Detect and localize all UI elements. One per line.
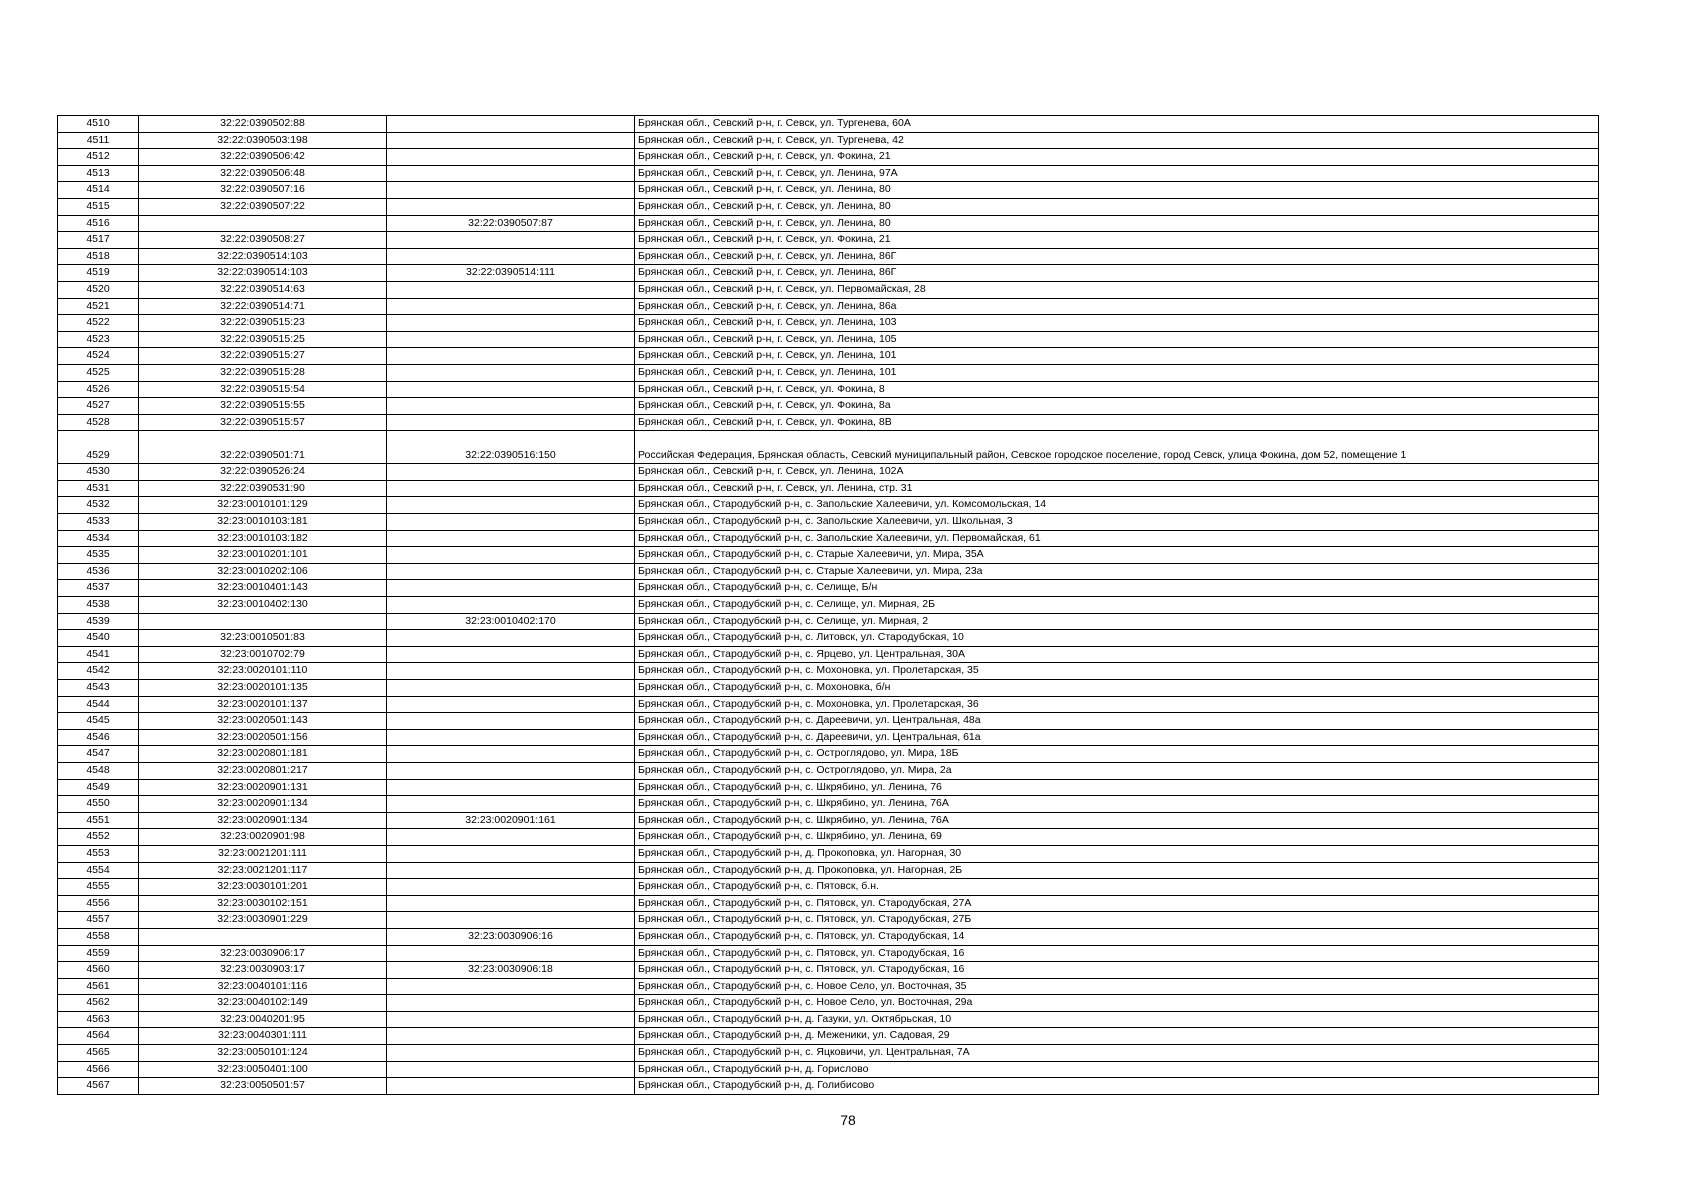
cadastral-number-cell: 32:23:0020901:131 (139, 779, 387, 796)
table-row (58, 198, 1599, 215)
address-cell: Брянская обл., Стародубский р-н, д. Газуки, ул. Октябрьская, 10 (635, 1011, 1599, 1028)
related-cadastral-number-cell (387, 646, 635, 663)
related-cadastral-number-cell (387, 464, 635, 481)
property-table (57, 115, 1599, 1095)
cadastral-number-cell (139, 928, 387, 945)
related-cadastral-number-cell (387, 796, 635, 813)
cadastral-number-cell: 32:22:0390507:16 (139, 182, 387, 199)
row-number-cell: 4533 (58, 514, 139, 531)
address-cell: Брянская обл., Стародубский р-н, с. Дареевичи, ул. Центральная, 61а (635, 729, 1599, 746)
address-cell: Брянская обл., Стародубский р-н, с. Остроглядово, ул. Мира, 2а (635, 762, 1599, 779)
address-cell: Брянская обл., Стародубский р-н, с. Мохоновка, ул. Пролетарская, 35 (635, 663, 1599, 680)
related-cadastral-number-cell (387, 845, 635, 862)
address-cell: Брянская обл., Стародубский р-н, д. Прокоповка, ул. Нагорная, 2Б (635, 862, 1599, 879)
cadastral-number-cell: 32:23:0020501:143 (139, 713, 387, 730)
row-number-cell: 4548 (58, 762, 139, 779)
related-cadastral-number-cell (387, 563, 635, 580)
related-cadastral-number-cell (387, 696, 635, 713)
related-cadastral-number-cell (387, 713, 635, 730)
cadastral-number-cell: 32:22:0390531:90 (139, 480, 387, 497)
related-cadastral-number-cell: 32:23:0020901:161 (387, 812, 635, 829)
row-number-cell: 4559 (58, 945, 139, 962)
table-row (58, 1061, 1599, 1078)
address-cell: Брянская обл., Севский р-н, г. Севск, ул. Тургенева, 42 (635, 132, 1599, 149)
page-number: 78 (840, 1112, 856, 1128)
table-row (58, 497, 1599, 514)
address-cell: Брянская обл., Стародубский р-н, с. Дареевичи, ул. Центральная, 48а (635, 713, 1599, 730)
related-cadastral-number-cell (387, 779, 635, 796)
related-cadastral-number-cell (387, 364, 635, 381)
cadastral-number-cell: 32:23:0010103:181 (139, 514, 387, 531)
address-cell: Брянская обл., Стародубский р-н, с. Пятовск, ул. Стародубская, 27А (635, 895, 1599, 912)
row-number-cell: 4552 (58, 829, 139, 846)
cadastral-number-cell: 32:22:0390515:25 (139, 331, 387, 348)
related-cadastral-number-cell (387, 182, 635, 199)
row-number-cell: 4566 (58, 1061, 139, 1078)
address-cell: Брянская обл., Стародубский р-н, с. Запольские Халеевичи, ул. Комсомольская, 14 (635, 497, 1599, 514)
cadastral-number-cell: 32:22:0390514:71 (139, 298, 387, 315)
related-cadastral-number-cell (387, 497, 635, 514)
related-cadastral-number-cell (387, 1028, 635, 1045)
row-number-cell: 4523 (58, 331, 139, 348)
cadastral-number-cell: 32:22:0390503:198 (139, 132, 387, 149)
row-number-cell: 4531 (58, 480, 139, 497)
property-table-body (58, 116, 1599, 1095)
row-number-cell: 4522 (58, 315, 139, 332)
related-cadastral-number-cell (387, 945, 635, 962)
row-number-cell: 4565 (58, 1045, 139, 1062)
row-number-cell: 4520 (58, 281, 139, 298)
related-cadastral-number-cell (387, 895, 635, 912)
address-cell: Брянская обл., Стародубский р-н, с. Пятовск, ул. Стародубская, 16 (635, 962, 1599, 979)
address-cell: Брянская обл., Севский р-н, г. Севск, ул. Фокина, 8В (635, 414, 1599, 431)
related-cadastral-number-cell (387, 862, 635, 879)
cadastral-number-cell: 32:23:0010201:101 (139, 547, 387, 564)
row-number-cell: 4514 (58, 182, 139, 199)
address-cell: Брянская обл., Стародубский р-н, с. Старые Халеевичи, ул. Мира, 35А (635, 547, 1599, 564)
address-cell: Брянская обл., Стародубский р-н, с. Новое Село, ул. Восточная, 35 (635, 978, 1599, 995)
table-row (58, 845, 1599, 862)
table-row (58, 547, 1599, 564)
address-cell: Брянская обл., Стародубский р-н, с. Ярцево, ул. Центральная, 30А (635, 646, 1599, 663)
cadastral-number-cell: 32:23:0010501:83 (139, 630, 387, 647)
row-number-cell: 4527 (58, 398, 139, 415)
row-number-cell: 4562 (58, 995, 139, 1012)
row-number-cell: 4549 (58, 779, 139, 796)
cadastral-number-cell: 32:22:0390506:48 (139, 165, 387, 182)
address-cell: Брянская обл., Стародубский р-н, д. Прокоповка, ул. Нагорная, 30 (635, 845, 1599, 862)
address-cell: Брянская обл., Стародубский р-н, с. Мохоновка, б/н (635, 680, 1599, 697)
cadastral-number-cell: 32:23:0040301:111 (139, 1028, 387, 1045)
address-cell: Брянская обл., Севский р-н, г. Севск, ул. Ленина, стр. 31 (635, 480, 1599, 497)
table-row (58, 630, 1599, 647)
table-row (58, 116, 1599, 133)
related-cadastral-number-cell: 32:22:0390514:111 (387, 265, 635, 282)
table-row (58, 149, 1599, 166)
row-number-cell: 4542 (58, 663, 139, 680)
table-row (58, 580, 1599, 597)
row-number-cell: 4529 (58, 431, 139, 464)
table-row (58, 779, 1599, 796)
cadastral-number-cell: 32:22:0390508:27 (139, 232, 387, 249)
cadastral-number-cell: 32:23:0050501:57 (139, 1078, 387, 1095)
cadastral-number-cell (139, 215, 387, 232)
cadastral-number-cell: 32:23:0010101:129 (139, 497, 387, 514)
related-cadastral-number-cell (387, 248, 635, 265)
address-cell: Брянская обл., Севский р-н, г. Севск, ул. Ленина, 80 (635, 198, 1599, 215)
row-number-cell: 4516 (58, 215, 139, 232)
table-row (58, 1078, 1599, 1095)
row-number-cell: 4510 (58, 116, 139, 133)
related-cadastral-number-cell (387, 348, 635, 365)
address-cell: Брянская обл., Севский р-н, г. Севск, ул. Первомайская, 28 (635, 281, 1599, 298)
address-cell: Брянская обл., Севский р-н, г. Севск, ул. Ленина, 86Г (635, 248, 1599, 265)
table-row (58, 879, 1599, 896)
table-row (58, 281, 1599, 298)
row-number-cell: 4558 (58, 928, 139, 945)
table-row (58, 431, 1599, 464)
related-cadastral-number-cell: 32:22:0390516:150 (387, 431, 635, 464)
related-cadastral-number-cell (387, 1011, 635, 1028)
table-row (58, 829, 1599, 846)
related-cadastral-number-cell (387, 829, 635, 846)
address-cell: Брянская обл., Севский р-н, г. Севск, ул. Ленина, 80 (635, 215, 1599, 232)
address-cell: Брянская обл., Стародубский р-н, с. Запольские Халеевичи, ул. Школьная, 3 (635, 514, 1599, 531)
cadastral-number-cell: 32:23:0010402:130 (139, 597, 387, 614)
cadastral-number-cell: 32:23:0030102:151 (139, 895, 387, 912)
related-cadastral-number-cell (387, 298, 635, 315)
address-cell: Брянская обл., Стародубский р-н, с. Селище, ул. Мирная, 2 (635, 613, 1599, 630)
row-number-cell: 4563 (58, 1011, 139, 1028)
table-row (58, 1011, 1599, 1028)
related-cadastral-number-cell (387, 663, 635, 680)
table-row (58, 746, 1599, 763)
row-number-cell: 4553 (58, 845, 139, 862)
cadastral-number-cell: 32:23:0030906:17 (139, 945, 387, 962)
related-cadastral-number-cell (387, 116, 635, 133)
cadastral-number-cell: 32:23:0040101:116 (139, 978, 387, 995)
address-cell: Брянская обл., Стародубский р-н, с. Пятовск, ул. Стародубская, 16 (635, 945, 1599, 962)
cadastral-number-cell: 32:22:0390515:55 (139, 398, 387, 415)
address-cell: Брянская обл., Севский р-н, г. Севск, ул. Ленина, 80 (635, 182, 1599, 199)
table-row (58, 215, 1599, 232)
table-row (58, 729, 1599, 746)
table-row (58, 680, 1599, 697)
related-cadastral-number-cell (387, 165, 635, 182)
cadastral-number-cell: 32:23:0010103:182 (139, 530, 387, 547)
related-cadastral-number-cell (387, 480, 635, 497)
address-cell: Брянская обл., Стародубский р-н, д. Голибисово (635, 1078, 1599, 1095)
address-cell: Брянская обл., Стародубский р-н, с. Мохоновка, ул. Пролетарская, 36 (635, 696, 1599, 713)
related-cadastral-number-cell (387, 331, 635, 348)
cadastral-number-cell: 32:22:0390506:42 (139, 149, 387, 166)
row-number-cell: 4545 (58, 713, 139, 730)
table-row (58, 248, 1599, 265)
related-cadastral-number-cell (387, 530, 635, 547)
table-row (58, 165, 1599, 182)
address-cell: Брянская обл., Стародубский р-н, с. Старые Халеевичи, ул. Мира, 23а (635, 563, 1599, 580)
row-number-cell: 4518 (58, 248, 139, 265)
row-number-cell: 4539 (58, 613, 139, 630)
related-cadastral-number-cell (387, 729, 635, 746)
cadastral-number-cell: 32:23:0040102:149 (139, 995, 387, 1012)
related-cadastral-number-cell (387, 398, 635, 415)
row-number-cell: 4555 (58, 879, 139, 896)
row-number-cell: 4524 (58, 348, 139, 365)
row-number-cell: 4535 (58, 547, 139, 564)
address-cell: Брянская обл., Севский р-н, г. Севск, ул. Ленина, 103 (635, 315, 1599, 332)
table-row (58, 646, 1599, 663)
table-row (58, 298, 1599, 315)
related-cadastral-number-cell (387, 281, 635, 298)
cadastral-number-cell: 32:22:0390515:23 (139, 315, 387, 332)
table-row (58, 414, 1599, 431)
row-number-cell: 4541 (58, 646, 139, 663)
table-row (58, 895, 1599, 912)
related-cadastral-number-cell (387, 414, 635, 431)
table-row (58, 995, 1599, 1012)
related-cadastral-number-cell (387, 1061, 635, 1078)
row-number-cell: 4567 (58, 1078, 139, 1095)
address-cell: Брянская обл., Севский р-н, г. Севск, ул. Ленина, 86а (635, 298, 1599, 315)
cadastral-number-cell: 32:22:0390515:28 (139, 364, 387, 381)
related-cadastral-number-cell (387, 978, 635, 995)
row-number-cell: 4521 (58, 298, 139, 315)
table-row (58, 945, 1599, 962)
row-number-cell: 4536 (58, 563, 139, 580)
address-cell: Брянская обл., Стародубский р-н, с. Пятовск, б.н. (635, 879, 1599, 896)
table-row (58, 232, 1599, 249)
cadastral-number-cell: 32:23:0020901:98 (139, 829, 387, 846)
row-number-cell: 4526 (58, 381, 139, 398)
row-number-cell: 4534 (58, 530, 139, 547)
table-row (58, 812, 1599, 829)
row-number-cell: 4525 (58, 364, 139, 381)
row-number-cell: 4532 (58, 497, 139, 514)
cadastral-number-cell: 32:23:0021201:111 (139, 845, 387, 862)
table-row (58, 613, 1599, 630)
cadastral-number-cell: 32:23:0040201:95 (139, 1011, 387, 1028)
related-cadastral-number-cell (387, 762, 635, 779)
row-number-cell: 4528 (58, 414, 139, 431)
cadastral-number-cell: 32:23:0030101:201 (139, 879, 387, 896)
related-cadastral-number-cell (387, 680, 635, 697)
cadastral-number-cell: 32:23:0010202:106 (139, 563, 387, 580)
cadastral-number-cell: 32:23:0030901:229 (139, 912, 387, 929)
table-row (58, 978, 1599, 995)
table-row (58, 530, 1599, 547)
related-cadastral-number-cell (387, 1078, 635, 1095)
cadastral-number-cell: 32:22:0390514:103 (139, 265, 387, 282)
row-number-cell: 4544 (58, 696, 139, 713)
row-number-cell: 4530 (58, 464, 139, 481)
address-cell: Брянская обл., Севский р-н, г. Севск, ул. Ленина, 101 (635, 364, 1599, 381)
table-row (58, 398, 1599, 415)
cadastral-number-cell: 32:23:0020901:134 (139, 812, 387, 829)
cadastral-number-cell: 32:23:0020101:135 (139, 680, 387, 697)
cadastral-number-cell: 32:22:0390501:71 (139, 431, 387, 464)
cadastral-number-cell: 32:22:0390507:22 (139, 198, 387, 215)
row-number-cell: 4543 (58, 680, 139, 697)
cadastral-number-cell: 32:23:0050101:124 (139, 1045, 387, 1062)
related-cadastral-number-cell: 32:23:0030906:16 (387, 928, 635, 945)
row-number-cell: 4517 (58, 232, 139, 249)
table-row (58, 796, 1599, 813)
table-row (58, 364, 1599, 381)
table-row (58, 348, 1599, 365)
related-cadastral-number-cell (387, 547, 635, 564)
row-number-cell: 4561 (58, 978, 139, 995)
table-row (58, 696, 1599, 713)
related-cadastral-number-cell (387, 879, 635, 896)
address-cell: Брянская обл., Севский р-н, г. Севск, ул. Фокина, 8 (635, 381, 1599, 398)
address-cell: Брянская обл., Стародубский р-н, с. Шкрябино, ул. Ленина, 76 (635, 779, 1599, 796)
row-number-cell: 4513 (58, 165, 139, 182)
related-cadastral-number-cell (387, 132, 635, 149)
address-cell: Брянская обл., Стародубский р-н, с. Шкрябино, ул. Ленина, 76А (635, 812, 1599, 829)
table-row (58, 962, 1599, 979)
cadastral-number-cell: 32:23:0020101:137 (139, 696, 387, 713)
related-cadastral-number-cell (387, 746, 635, 763)
cadastral-number-cell: 32:23:0020901:134 (139, 796, 387, 813)
address-cell: Брянская обл., Стародубский р-н, с. Запольские Халеевичи, ул. Первомайская, 61 (635, 530, 1599, 547)
address-cell: Брянская обл., Севский р-н, г. Севск, ул. Ленина, 97А (635, 165, 1599, 182)
table-row (58, 713, 1599, 730)
address-cell: Брянская обл., Севский р-н, г. Севск, ул. Тургенева, 60А (635, 116, 1599, 133)
address-cell: Брянская обл., Стародубский р-н, с. Литовск, ул. Стародубская, 10 (635, 630, 1599, 647)
related-cadastral-number-cell (387, 1045, 635, 1062)
address-cell: Брянская обл., Севский р-н, г. Севск, ул. Ленина, 105 (635, 331, 1599, 348)
address-cell: Российская Федерация, Брянская область, Севский муниципальный район, Севское городское поселение, город Севск, улица Фокина, дом 52, помещение 1 (635, 431, 1599, 464)
address-cell: Брянская обл., Севский р-н, г. Севск, ул. Фокина, 8а (635, 398, 1599, 415)
row-number-cell: 4538 (58, 597, 139, 614)
address-cell: Брянская обл., Стародубский р-н, с. Шкрябино, ул. Ленина, 76А (635, 796, 1599, 813)
cadastral-number-cell: 32:22:0390502:88 (139, 116, 387, 133)
address-cell: Брянская обл., Стародубский р-н, с. Шкрябино, ул. Ленина, 69 (635, 829, 1599, 846)
table-row (58, 912, 1599, 929)
table-row (58, 597, 1599, 614)
related-cadastral-number-cell (387, 580, 635, 597)
table-row (58, 1045, 1599, 1062)
address-cell: Брянская обл., Стародубский р-н, д. Горислово (635, 1061, 1599, 1078)
table-row (58, 331, 1599, 348)
cadastral-number-cell: 32:22:0390514:103 (139, 248, 387, 265)
table-row (58, 663, 1599, 680)
address-cell: Брянская обл., Севский р-н, г. Севск, ул. Ленина, 101 (635, 348, 1599, 365)
related-cadastral-number-cell (387, 912, 635, 929)
table-row (58, 381, 1599, 398)
row-number-cell: 4519 (58, 265, 139, 282)
row-number-cell: 4511 (58, 132, 139, 149)
address-cell: Брянская обл., Севский р-н, г. Севск, ул. Фокина, 21 (635, 149, 1599, 166)
cadastral-number-cell: 32:22:0390514:63 (139, 281, 387, 298)
related-cadastral-number-cell (387, 597, 635, 614)
row-number-cell: 4554 (58, 862, 139, 879)
related-cadastral-number-cell (387, 995, 635, 1012)
table-row (58, 514, 1599, 531)
row-number-cell: 4557 (58, 912, 139, 929)
related-cadastral-number-cell (387, 315, 635, 332)
table-row (58, 315, 1599, 332)
table-row (58, 1028, 1599, 1045)
cadastral-number-cell: 32:23:0010702:79 (139, 646, 387, 663)
row-number-cell: 4515 (58, 198, 139, 215)
address-cell: Брянская обл., Севский р-н, г. Севск, ул. Фокина, 21 (635, 232, 1599, 249)
related-cadastral-number-cell (387, 198, 635, 215)
cadastral-number-cell (139, 613, 387, 630)
cadastral-number-cell: 32:22:0390526:24 (139, 464, 387, 481)
row-number-cell: 4540 (58, 630, 139, 647)
related-cadastral-number-cell: 32:23:0030906:18 (387, 962, 635, 979)
table-row (58, 563, 1599, 580)
row-number-cell: 4564 (58, 1028, 139, 1045)
related-cadastral-number-cell: 32:23:0010402:170 (387, 613, 635, 630)
cadastral-number-cell: 32:23:0020801:181 (139, 746, 387, 763)
cadastral-number-cell: 32:23:0020801:217 (139, 762, 387, 779)
related-cadastral-number-cell (387, 232, 635, 249)
address-cell: Брянская обл., Севский р-н, г. Севск, ул. Ленина, 102А (635, 464, 1599, 481)
row-number-cell: 4512 (58, 149, 139, 166)
cadastral-number-cell: 32:23:0030903:17 (139, 962, 387, 979)
cadastral-number-cell: 32:22:0390515:54 (139, 381, 387, 398)
cadastral-number-cell: 32:23:0020501:156 (139, 729, 387, 746)
related-cadastral-number-cell (387, 630, 635, 647)
row-number-cell: 4550 (58, 796, 139, 813)
row-number-cell: 4560 (58, 962, 139, 979)
cadastral-number-cell: 32:23:0010401:143 (139, 580, 387, 597)
table-row (58, 182, 1599, 199)
cadastral-number-cell: 32:23:0050401:100 (139, 1061, 387, 1078)
address-cell: Брянская обл., Стародубский р-н, с. Новое Село, ул. Восточная, 29а (635, 995, 1599, 1012)
table-row (58, 762, 1599, 779)
cadastral-number-cell: 32:22:0390515:57 (139, 414, 387, 431)
related-cadastral-number-cell (387, 514, 635, 531)
address-cell: Брянская обл., Севский р-н, г. Севск, ул. Ленина, 86Г (635, 265, 1599, 282)
table-row (58, 132, 1599, 149)
address-cell: Брянская обл., Стародубский р-н, с. Пятовск, ул. Стародубская, 27Б (635, 912, 1599, 929)
cadastral-number-cell: 32:23:0020101:110 (139, 663, 387, 680)
table-row (58, 480, 1599, 497)
address-cell: Брянская обл., Стародубский р-н, с. Пятовск, ул. Стародубская, 14 (635, 928, 1599, 945)
table-row (58, 928, 1599, 945)
address-cell: Брянская обл., Стародубский р-н, с. Яцковичи, ул. Центральная, 7А (635, 1045, 1599, 1062)
address-cell: Брянская обл., Стародубский р-н, с. Остроглядово, ул. Мира, 18Б (635, 746, 1599, 763)
table-row (58, 464, 1599, 481)
address-cell: Брянская обл., Стародубский р-н, с. Селище, Б/н (635, 580, 1599, 597)
cadastral-number-cell: 32:22:0390515:27 (139, 348, 387, 365)
table-row (58, 862, 1599, 879)
related-cadastral-number-cell: 32:22:0390507:87 (387, 215, 635, 232)
address-cell: Брянская обл., Стародубский р-н, д. Меженики, ул. Садовая, 29 (635, 1028, 1599, 1045)
row-number-cell: 4547 (58, 746, 139, 763)
table-row (58, 265, 1599, 282)
related-cadastral-number-cell (387, 381, 635, 398)
address-cell: Брянская обл., Стародубский р-н, с. Селище, ул. Мирная, 2Б (635, 597, 1599, 614)
row-number-cell: 4537 (58, 580, 139, 597)
row-number-cell: 4556 (58, 895, 139, 912)
cadastral-number-cell: 32:23:0021201:117 (139, 862, 387, 879)
row-number-cell: 4546 (58, 729, 139, 746)
row-number-cell: 4551 (58, 812, 139, 829)
related-cadastral-number-cell (387, 149, 635, 166)
